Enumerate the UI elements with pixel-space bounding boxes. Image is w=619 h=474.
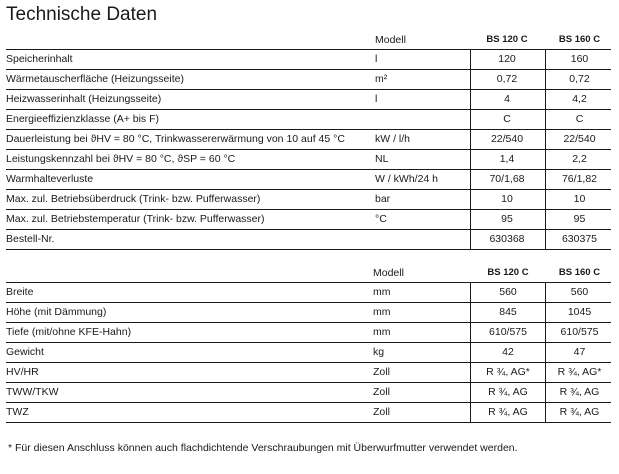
row-label: TWZ [6, 406, 29, 418]
row-label: Wärmetauscherfläche (Heizungsseite) [6, 73, 184, 85]
row-value-bs160c: 560 [570, 286, 589, 298]
row-value-bs160c: 0,72 [569, 73, 590, 85]
row-unit: Zoll [373, 406, 390, 418]
row-value-bs160c: 22/540 [563, 133, 596, 145]
row-value-bs120c: 42 [502, 346, 514, 358]
row-label: Speicherinhalt [6, 53, 73, 65]
table-row [6, 69, 611, 89]
table-row [6, 322, 611, 342]
row-value-bs160c: 4,2 [572, 93, 587, 105]
table-row [6, 109, 611, 129]
row-value-bs160c: R ¾, AG* [557, 366, 602, 378]
row-value-bs160c: 630375 [561, 233, 598, 245]
row-value-bs160c: C [575, 113, 584, 125]
row-label: Energieeffizienzklasse (A+ bis F) [6, 113, 159, 125]
row-value-bs160c: 1045 [567, 306, 592, 318]
row-value-bs160c: 47 [573, 346, 586, 358]
table-row [6, 282, 611, 302]
table-row [6, 342, 611, 362]
row-value-bs120c: 845 [499, 306, 517, 318]
column-header-modell: Modell [375, 34, 406, 46]
row-value-bs120c: R ¾, AG* [486, 366, 530, 378]
row-label: TWW/TKW [6, 386, 59, 398]
row-value-bs120c: 22/540 [490, 133, 524, 145]
table-row [6, 402, 611, 423]
column-header-bs120c: BS 120 C [487, 267, 529, 278]
row-unit: kW / l/h [375, 133, 411, 145]
row-label: Warmhalteverluste [6, 173, 94, 185]
table-row [6, 382, 611, 402]
row-value-bs120c: 95 [501, 213, 513, 225]
row-label: Leistungskennzahl bei ϑHV = 80 °C, ϑSP = 60 °C [6, 153, 236, 165]
row-label: Höhe (mit Dämmung) [6, 306, 107, 318]
row-label: Bestell-Nr. [6, 233, 55, 245]
row-label: Gewicht [6, 346, 44, 358]
row-label: HV/HR [6, 366, 39, 378]
row-value-bs160c: R ¾, AG [559, 386, 600, 398]
table-row [6, 302, 611, 322]
table-row [6, 189, 611, 209]
row-value-bs120c: 70/1,68 [489, 173, 525, 185]
row-value-bs120c: 0,72 [496, 73, 518, 85]
row-value-bs160c: 10 [573, 193, 586, 205]
row-unit: l [375, 53, 378, 65]
row-unit: NL [375, 153, 389, 165]
row-value-bs120c: 610/575 [489, 326, 527, 338]
row-value-bs120c: C [503, 113, 511, 125]
dimensions-table [6, 264, 611, 423]
table-header [6, 264, 611, 282]
row-label: Max. zul. Betriebsüberdruck (Trink- bzw. Pufferwasser) [6, 193, 261, 205]
column-header-modell: Modell [373, 267, 404, 279]
table-row [6, 229, 611, 250]
row-value-bs160c: 2,2 [572, 153, 587, 165]
footnote: * Für diesen Anschluss können auch flachdichtende Verschraubungen mit Überwurfmutter verwendet werden. [8, 442, 518, 454]
row-unit: mm [373, 326, 391, 338]
row-label: Max. zul. Betriebstemperatur (Trink- bzw. Pufferwasser) [6, 213, 265, 225]
row-value-bs160c: 76/1,82 [561, 173, 598, 185]
column-header-bs160c: BS 160 C [558, 34, 601, 45]
column-header-bs120c: BS 120 C [486, 34, 528, 45]
row-value-bs160c: 610/575 [560, 326, 599, 338]
row-unit: kg [373, 346, 385, 358]
row-unit: Zoll [373, 386, 390, 398]
row-unit: mm [373, 286, 391, 298]
row-value-bs120c: 4 [504, 93, 510, 105]
row-unit: °C [375, 213, 387, 225]
table-row [6, 362, 611, 382]
row-label: Dauerleistung bei ϑHV = 80 °C, Trinkwassererwärmung von 10 auf 45 °C [6, 133, 345, 145]
row-unit: Zoll [373, 366, 390, 378]
row-value-bs120c: R ¾, AG [488, 386, 528, 398]
row-unit: l [375, 93, 378, 105]
row-value-bs120c: 10 [501, 193, 513, 205]
table-header [6, 31, 611, 49]
column-header-bs160c: BS 160 C [558, 267, 601, 278]
row-label: Breite [6, 286, 34, 298]
row-unit: W / kWh/24 h [375, 173, 439, 185]
row-value-bs120c: 120 [498, 53, 516, 65]
page-title: Technische Daten [6, 4, 158, 25]
row-unit: bar [375, 193, 391, 205]
row-label: Tiefe (mit/ohne KFE-Hahn) [6, 326, 132, 338]
row-value-bs160c: 160 [570, 53, 589, 65]
row-unit: m² [375, 73, 388, 85]
row-value-bs160c: 95 [573, 213, 586, 225]
table-row [6, 209, 611, 229]
row-value-bs120c: R ¾, AG [488, 406, 528, 418]
row-label: Heizwasserinhalt (Heizungsseite) [6, 93, 162, 105]
table-row [6, 129, 611, 149]
technical-data-table [6, 31, 611, 250]
row-unit: mm [373, 306, 391, 318]
table-row [6, 149, 611, 169]
table-row [6, 89, 611, 109]
row-value-bs120c: 630368 [489, 233, 525, 245]
table-row [6, 169, 611, 189]
row-value-bs160c: R ¾, AG [559, 406, 600, 418]
table-row [6, 49, 611, 69]
row-value-bs120c: 560 [499, 286, 517, 298]
row-value-bs120c: 1,4 [499, 153, 515, 165]
